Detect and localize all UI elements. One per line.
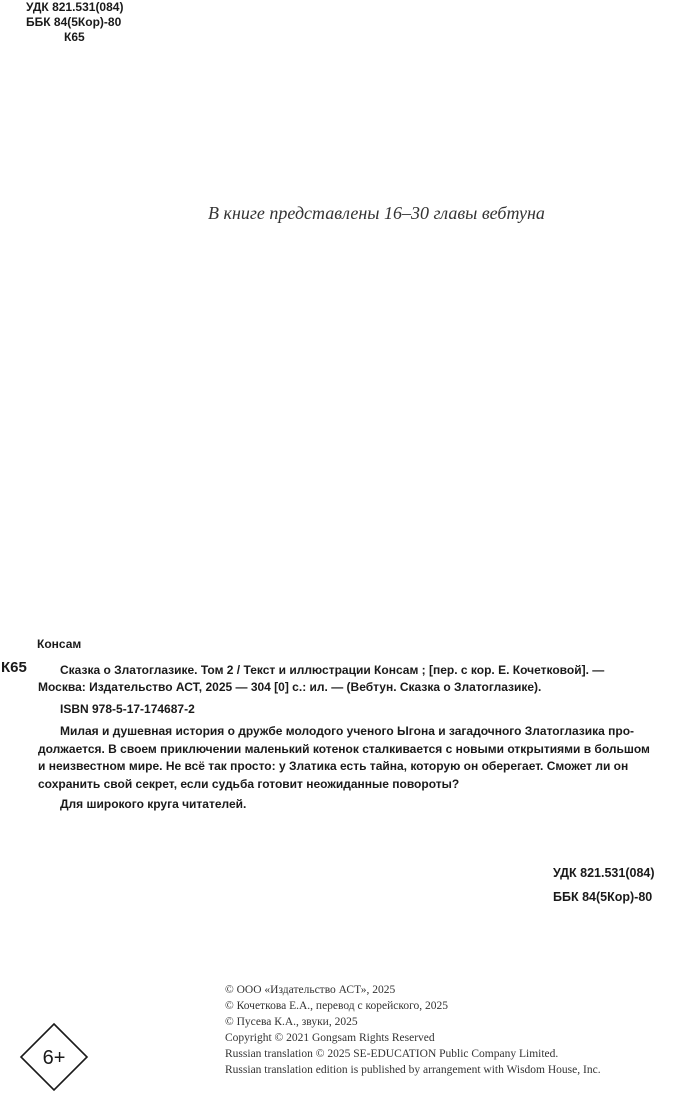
age-rating-text: 6+: [42, 1047, 66, 1069]
chapters-note: В книге представлены 16–30 главы вебтуна: [208, 203, 545, 223]
catalog-author: Консам: [37, 637, 82, 651]
top-udk-code: УДК 821.531(084): [26, 0, 124, 14]
copyright-line: © ООО «Издательство АСТ», 2025: [225, 984, 396, 996]
annotation-line: Милая и душевная история о дружбе молодого ученого Ыгона и загадочного Златоглазика про-: [60, 724, 635, 738]
top-classification-block: [26, 0, 123, 45]
top-cutter-code: К65: [64, 30, 85, 44]
catalog-annotation: [38, 723, 681, 793]
age-rating-badge: [18, 1021, 90, 1093]
copyright-line: Copyright © 2021 Gongsam Rights Reserved: [225, 1032, 435, 1044]
annotation-line: должается. В своем приключении маленький котенок сталкивается с новыми открытиями в большом: [38, 741, 650, 756]
top-bbk-code: ББК 84(5Кор)-80: [26, 15, 122, 29]
bottom-udk-code: УДК 821.531(084): [553, 866, 655, 880]
catalog-bibliographic-description: [38, 662, 678, 696]
bottom-bbk-code: ББК 84(5Кор)-80: [553, 890, 653, 904]
copyright-line: © Кочеткова Е.А., перевод с корейского, 2025: [225, 1000, 449, 1012]
catalog-title-line-2: Москва: Издательство АСТ, 2025 — 304 [0] с.: ил. — (Вебтун. Сказка о Златоглазике).: [38, 680, 542, 694]
catalog-isbn: ISBN 978-5-17-174687-2: [60, 702, 195, 716]
copyright-line: Russian translation edition is published by arrangement with Wisdom House, Inc.: [225, 1064, 601, 1076]
catalog-title-line-1: Сказка о Златоглазике. Том 2 / Текст и иллюстрации Консам ; [пер. с кор. Е. Кочетковой]. —: [60, 663, 605, 677]
catalog-cutter-code: К65: [1, 659, 27, 676]
annotation-line: и неизвестном мире. Не всё так просто: у Златика есть тайна, которую он оберегает. Сможет ли он: [38, 759, 629, 773]
bottom-classification-block: [553, 861, 655, 909]
copyright-block: [225, 982, 601, 1078]
catalog-audience: Для широкого круга читателей.: [60, 797, 247, 811]
copyright-line: © Пусева К.А., звуки, 2025: [225, 1016, 358, 1028]
annotation-line: сохранить свой секрет, если судьба готовит неожиданные повороты?: [38, 776, 460, 791]
copyright-line: Russian translation © 2025 SE-EDUCATION Public Company Limited.: [225, 1048, 559, 1060]
